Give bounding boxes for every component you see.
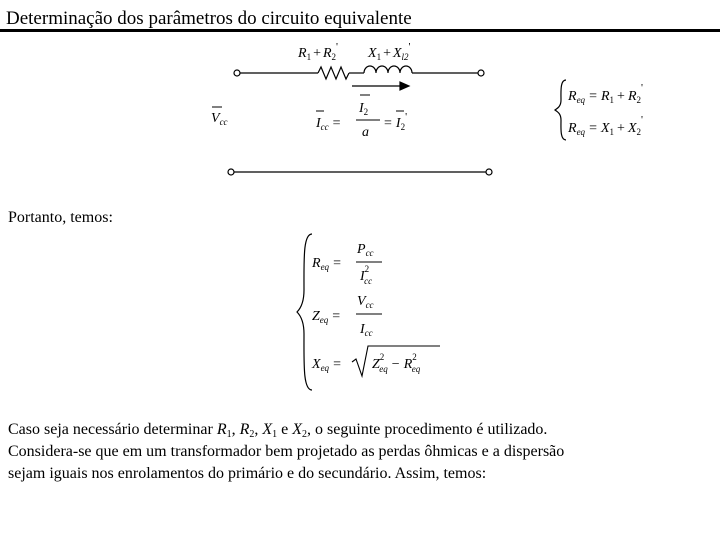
svg-text:R1+R2': $R_1 + R_2'$ [298,41,339,62]
sys-xeq-lhs: $X_{eq}$ = [312,357,341,373]
fraction-denominator: a [362,125,369,140]
side-eq-req: $R_{eq} = R_1 + R_2'$ [568,82,643,105]
paragraph-line-2: Considera-se que em um transformador bem projetado as perdas ôhmicas e a dispersão [8,443,565,460]
side-eq-xeq: $R_{eq} = X_1 + X_2'$ [568,114,643,137]
circ-x2: X [392,46,402,61]
paragraph-line-1: Caso seja necessário determinar $R_1$, $R_2$, $X_1$ e $X_2$, o seguinte procedimento é utilizado. [8,421,548,440]
sys-xeq-rhs: $Z^2$ eq − $R^2$ eq [372,352,421,374]
terminal-top-right [478,70,484,76]
portanto-text: Portanto, temos: [8,209,113,226]
inductor-symbol [364,66,412,73]
sys-zeq-den: $I_{cc}$ [360,322,373,338]
terminal-bottom-right [486,169,492,175]
sys-req-num: $P_{cc}$ [357,242,374,258]
procedure-paragraph [8,419,564,485]
sys-zeq-lhs: $Z_{eq}$ = [312,309,341,325]
current-i2-label: $I_2$ [359,101,369,117]
circ-r1: R [298,46,307,61]
side-eqs-brace [555,80,566,140]
system-brace [297,234,312,390]
current-arrowhead [400,82,409,90]
terminal-top-left [234,70,240,76]
svg-text:X1+Xl2': $X_1 + X_{l2}'$ [368,41,411,62]
circ-r2: R [322,46,332,61]
sys-req-lhs: $R_{eq}$ = [312,256,341,272]
icc-label: $I_{cc}$ = [316,116,341,132]
circ-x1: X [368,46,377,61]
page-title: Determinação dos parâmetros do circuito equivalente [6,8,412,29]
paragraph-line-3: sejam iguais nos enrolamentos do primário e do secundário. Assim, temos: [8,465,487,482]
resistor-symbol [318,67,349,79]
terminal-bottom-left [228,169,234,175]
sys-zeq-num: $V_{cc}$ [357,294,374,310]
source-vcc-label: $V_{cc}$ [211,111,228,127]
i2-prime-label: = $I_2'$ [384,111,408,132]
sys-req-den: $I^2$ cc [360,264,373,286]
